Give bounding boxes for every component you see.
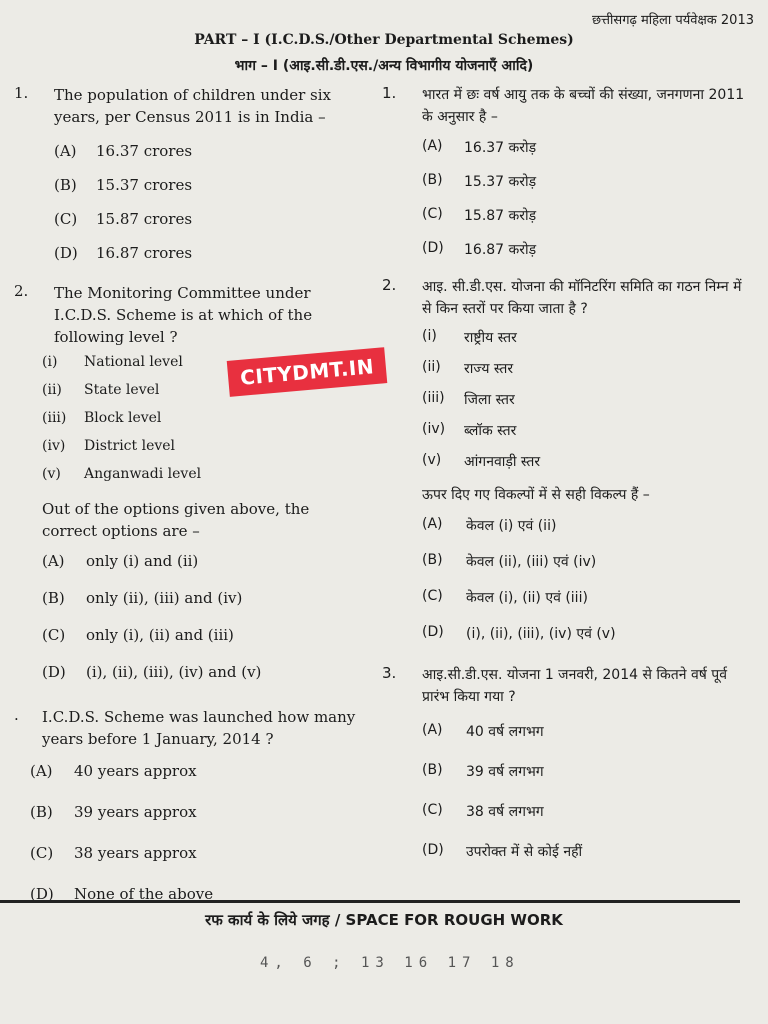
option-a: (A) 40 वर्ष लगभग [422, 722, 544, 740]
hindi-column [382, 84, 752, 882]
divider-line [0, 900, 740, 903]
sub-item-iv: (iv) District level [42, 438, 176, 454]
option-b: (B) 15.37 करोड़ [422, 172, 537, 190]
option-a: (A) 16.37 करोड़ [422, 138, 537, 156]
question-number: 1. [14, 84, 29, 102]
question-3-en [14, 706, 359, 926]
question-note: ऊपर दिए गए विकल्पों में से सही विकल्प हैं – [422, 487, 650, 503]
option-b: (B) केवल (ii), (iii) एवं (iv) [422, 552, 597, 570]
option-c: (C) 38 वर्ष लगभग [422, 802, 544, 820]
question-2-hi [382, 276, 752, 660]
option-b: (B) 39 वर्ष लगभग [422, 762, 544, 780]
sub-item-ii: (ii) राज्य स्तर [422, 359, 514, 377]
question-2-en [14, 282, 359, 700]
sub-item-i: (i) राष्ट्रीय स्तर [422, 328, 517, 346]
question-text: The Monitoring Committee under I.C.D.S. Scheme is at which of the following level ? [54, 284, 313, 346]
option-b: (B) 39 years approx [30, 803, 197, 821]
option-d: (D) 16.87 crores [54, 244, 193, 262]
sub-item-iii: (iii) जिला स्तर [422, 390, 515, 408]
question-3-hi [382, 664, 752, 882]
question-text: भारत में छः वर्ष आयु तक के बच्चों की संख्या, जनगणना 2011 के अनुसार है – [422, 87, 745, 125]
rough-work-label: रफ कार्य के लिये जगह / SPACE FOR ROUGH WORK [205, 911, 563, 929]
option-d: (D) 16.87 करोड़ [422, 240, 537, 258]
option-b: (B) 15.37 crores [54, 176, 193, 194]
exam-title: छत्तीसगढ़ महिला पर्यवेक्षक 2013 [591, 13, 754, 28]
option-d: (D) (i), (ii), (iii), (iv) एवं (v) [422, 624, 616, 642]
option-b: (B) only (ii), (iii) and (iv) [42, 589, 243, 607]
option-a: (A) 16.37 crores [54, 142, 193, 160]
option-c: (C) 38 years approx [30, 844, 197, 862]
question-number: 1. [382, 84, 397, 102]
question-number: . [14, 706, 19, 724]
part-title-hindi: भाग – I (आइ.सी.डी.एस./अन्य विभागीय योजनाएँ आदि) [234, 58, 534, 74]
english-column [14, 84, 359, 926]
option-d: (D) (i), (ii), (iii), (iv) and (v) [42, 663, 262, 681]
option-c: (C) केवल (i), (ii) एवं (iii) [422, 588, 588, 606]
option-c: (C) 15.87 crores [54, 210, 193, 228]
option-c: (C) 15.87 करोड़ [422, 206, 537, 224]
question-text: I.C.D.S. Scheme was launched how many years before 1 January, 2014 ? [42, 708, 356, 748]
sub-item-iii: (iii) Block level [42, 410, 162, 426]
option-c: (C) only (i), (ii) and (iii) [42, 626, 234, 644]
question-note: Out of the options given above, the correct options are – [42, 500, 310, 540]
question-number: 3. [382, 664, 397, 682]
sub-item-i: (i) National level [42, 354, 183, 370]
option-a: (A) 40 years approx [30, 762, 197, 780]
sub-item-iv: (iv) ब्लॉक स्तर [422, 421, 517, 439]
option-d: (D) उपरोक्त में से कोई नहीं [422, 842, 583, 860]
option-a: (A) केवल (i) एवं (ii) [422, 516, 557, 534]
sub-item-v: (v) Anganwadi level [42, 466, 202, 482]
question-text: आइ. सी.डी.एस. योजना की मॉनिटरिंग समिति का गठन निम्न में से किन स्तरों पर किया जाता है ? [422, 279, 742, 317]
option-d: (D) None of the above [30, 885, 214, 903]
handwritten-scribble: 4, 6 ; 13 16 17 18 [260, 955, 520, 971]
watermark-badge: CITYDMT.IN [227, 347, 388, 397]
question-text: आइ.सी.डी.एस. योजना 1 जनवरी, 2014 से कितने वर्ष पूर्व प्रारंभ किया गया ? [422, 667, 728, 705]
question-1-hi [382, 84, 752, 274]
question-text: The population of children under six years, per Census 2011 is in India – [54, 86, 332, 126]
sub-item-ii: (ii) State level [42, 382, 160, 398]
question-1-en [14, 84, 359, 278]
question-number: 2. [382, 276, 397, 294]
option-a: (A) only (i) and (ii) [42, 552, 199, 570]
sub-item-v: (v) आंगनवाड़ी स्तर [422, 452, 541, 470]
question-number: 2. [14, 282, 29, 300]
part-title-english: PART – I (I.C.D.S./Other Departmental Schemes) [194, 32, 574, 48]
